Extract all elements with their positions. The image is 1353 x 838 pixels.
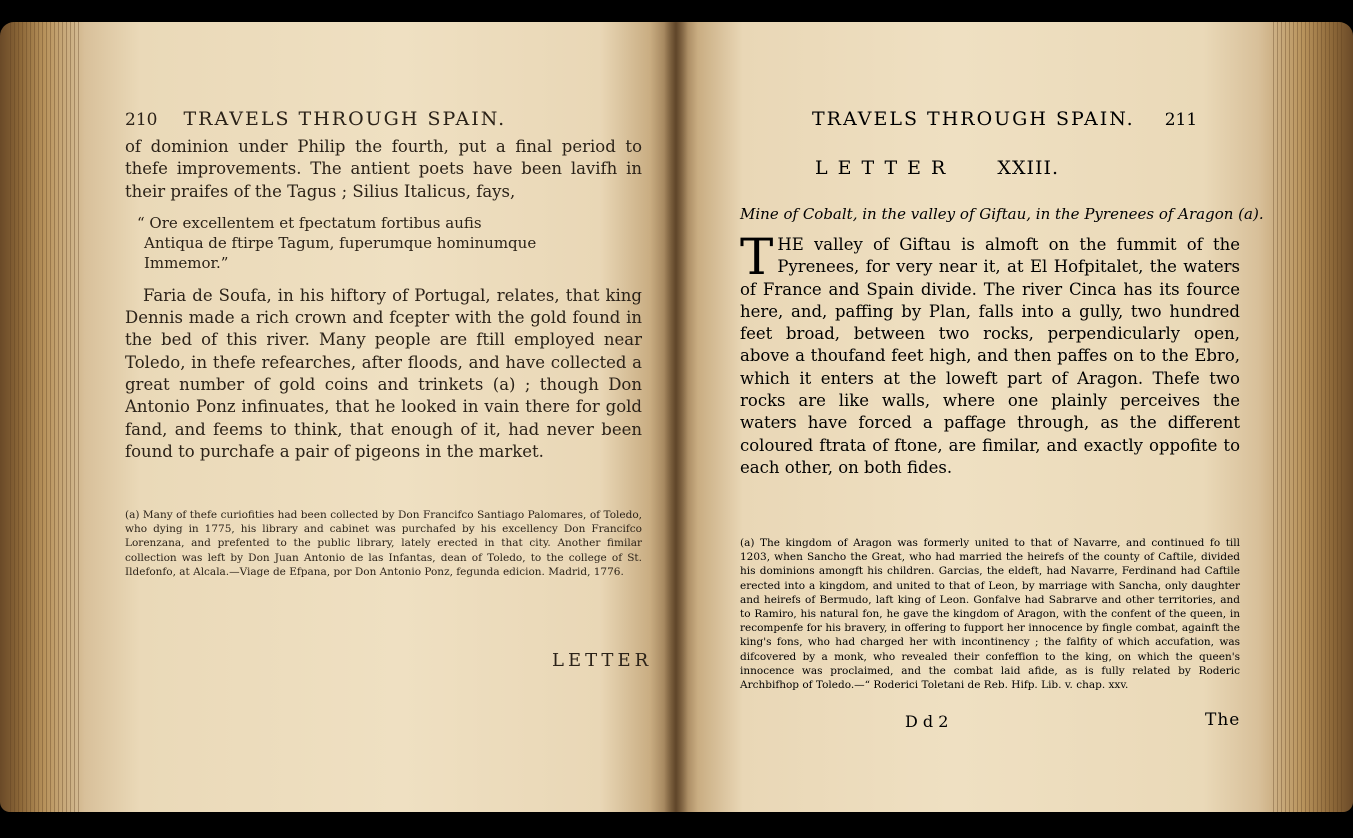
right-running-head: TRAVELS THROUGH SPAIN. (812, 108, 1135, 130)
left-running-head: TRAVELS THROUGH SPAIN. (183, 108, 507, 130)
signature-mark: D d 2 (905, 712, 949, 731)
right-running-header (812, 108, 1197, 130)
left-page-number: 210 (125, 110, 158, 130)
open-book (0, 22, 1353, 822)
left-paragraph-2: Faria de Soufa, in his hiftory of Portugal, relates, that king Dennis made a rich crown and fcepter with the gold found in the bed of this river. Many people are ftill employed near Toledo, in thefe refearches, after floods, and have collected a great number of gold coins and trinkets (a) ; though Don Antonio Ponz infinuates, that he looked in vain there for gold fand, and feems to think, that enough of it, had never been found to purchafe a pair of pigeons in the market. (125, 285, 642, 461)
right-footnote: (a) The kingdom of Aragon was formerly united to that of Navarre, and continued fo till 1203, when Sancho the Great, who had married the heirefs of the county of Caftile, divided his dominions amongft his children. Garcias, the eldeft, had Navarre, Ferdinand had Caftile erected into a kingdom, and united to that of Leon, by marriage with Sancha, only daughter and heirefs of Bermudo, laft king of Leon. Gonfalve had Sabrarve and other territories, and to Ramiro, his natural fon, he gave the kingdom of Aragon, with the confent of the queen, in recompenfe for his bravery, in offering to fupport her innocence by fingle combat, againft the king's fons, who had charged her with incontinency ; the falfity of which accufation, was difcovered by a monk, who revealed their confeffion to the king, on which the queen's innocence was proclaimed, and the combat laid afide, as is fully related by Roderic Archbifhop of Toledo.—“ Roderici Toletani de Reb. Hifp. Lib. v. chap. xxv. (740, 537, 1240, 692)
letter-subtitle: Mine of Cobalt, in the valley of Giftau, in the Pyrenees of Aragon (a). (740, 205, 1264, 223)
left-running-header (125, 108, 506, 130)
book-gutter (664, 22, 688, 812)
quote-line-1: “ Ore excellentem et fpectatum fortibus aufis (137, 213, 482, 232)
quote-line-2: Antiqua de ftirpe Tagum, fuperumque hominumque (144, 233, 537, 252)
latin-quote (137, 213, 642, 273)
right-body (740, 228, 1240, 479)
left-footnote: (a) Many of thefe curiofities had been collected by Don Francifco Santiago Palomares, of Toledo, who dying in 1775, his library and cabinet was purchafed by his excellency Don Francifco Lorenzana, and prefented to the public library, lately erected in that city. Another fimilar collection was left by Don Juan Antonio de las Infantas, dean of Toledo, to the college of St. Ildefonfo, at Alcala.—Viage de Efpana, por Don Antonio Ponz, fegunda edicion. Madrid, 1776. (125, 509, 642, 578)
letter-number: XXIII. (997, 157, 1060, 179)
left-page-edges (10, 22, 80, 812)
left-catchword: LETTER (552, 650, 653, 671)
quote-line-3: Immemor.” (144, 253, 229, 272)
left-body (125, 136, 642, 463)
right-page-edges (1273, 22, 1343, 812)
letter-word: LETTER (815, 157, 956, 179)
drop-cap: T (740, 228, 774, 286)
left-paragraph-1: of dominion under Philip the fourth, put a final period to thefe improvements. The antient poets have been lavifh in their praifes of the Tagus ; Silius Italicus, fays, (125, 137, 642, 201)
right-catchword: The (1205, 710, 1241, 730)
right-page-number: 211 (1164, 110, 1198, 130)
left-page (0, 22, 676, 812)
right-paragraph-1: HE valley of Giftau is almoft on the fummit of the Pyrenees, for very near it, at El Hofpitalet, the waters of France and Spain divide. The river Cinca has its fource here, and, paffing by Plan, falls into a gully, two hundred feet broad, between two rocks, perpendicularly open, above a thoufand feet high, and then paffes on to the Ebro, which it enters at the loweft part of Aragon. Thefe two rocks are like walls, where one plainly perceives the waters have forced a paffage through, as the different coloured ftrata of ftone, are fimilar, and exactly oppofite to each other, on both fides. (740, 235, 1240, 477)
letter-heading (815, 157, 1059, 179)
